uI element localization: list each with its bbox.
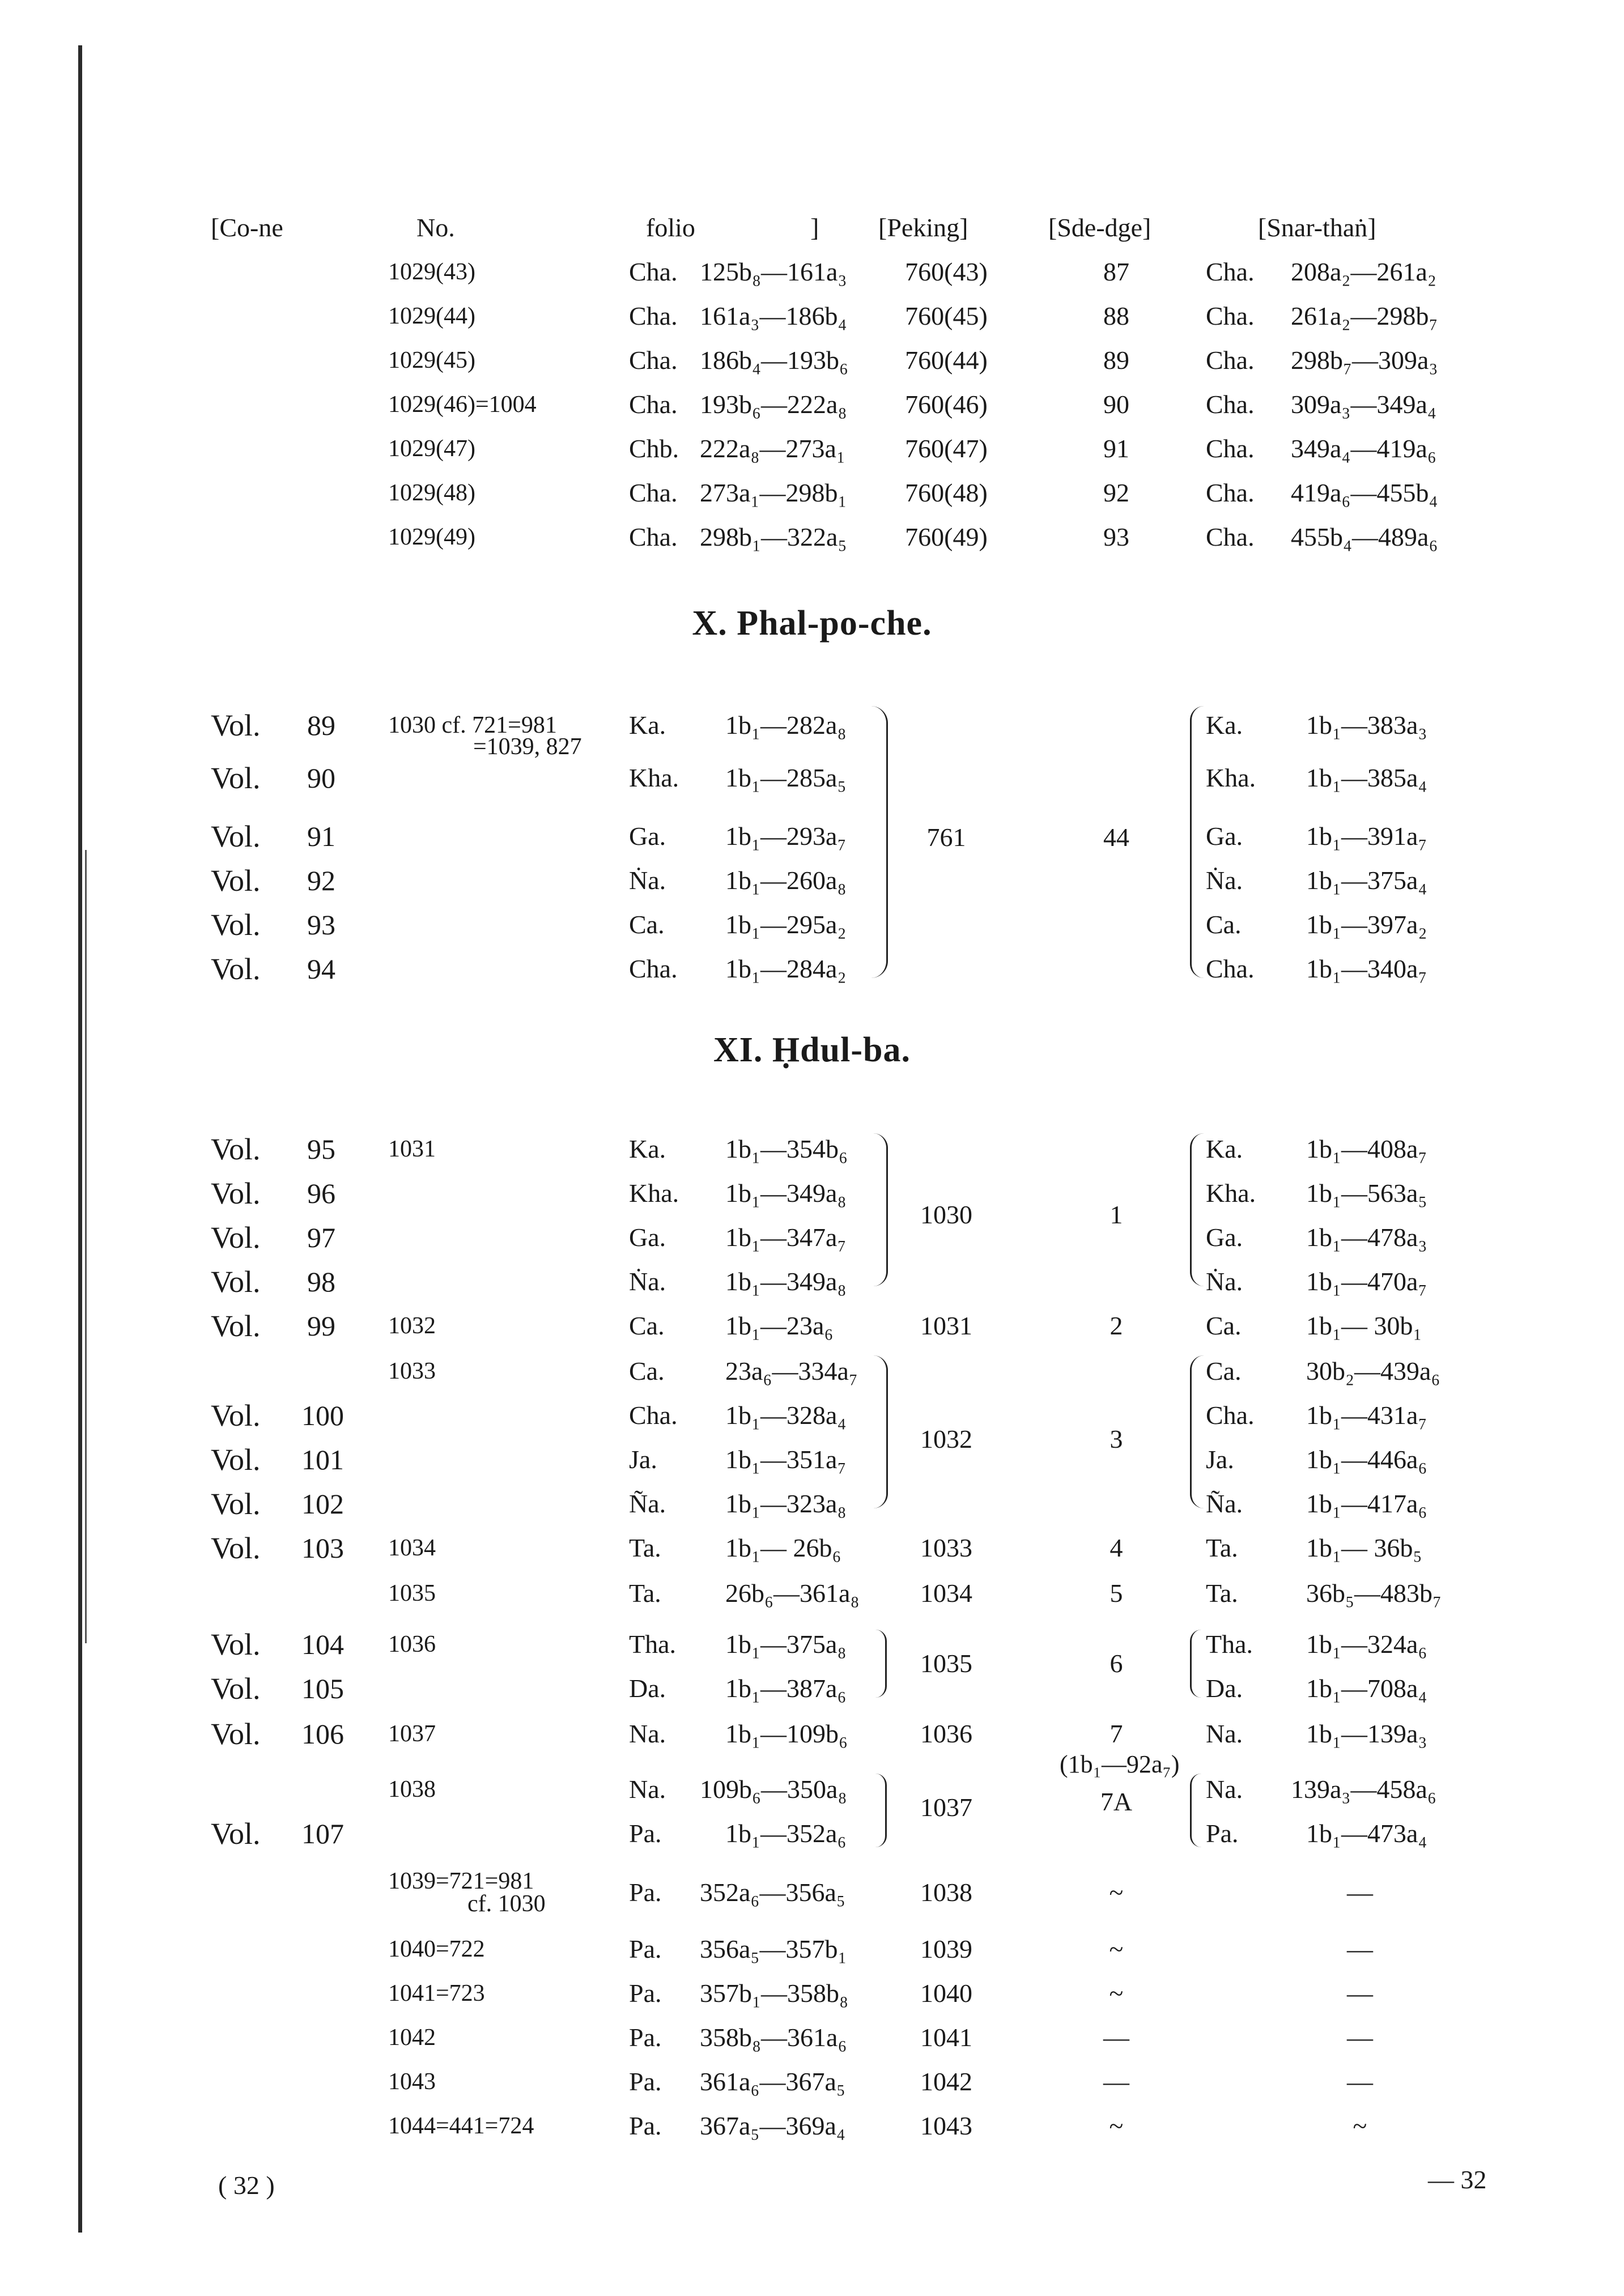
folio-range: 1b₁—349a₈ (725, 1179, 847, 1207)
snar-volume: Ña. (1206, 1489, 1243, 1518)
folio-range: 1b₁—260a₈ (725, 866, 847, 895)
table-row (0, 902, 1624, 947)
snar-volume: Ta. (1206, 1533, 1238, 1562)
vol-label: Vol. (211, 1531, 261, 1565)
sdedge-cell: ~ (1109, 1878, 1124, 1907)
vol-label: Vol. (211, 1176, 261, 1210)
vol-number: 97 (307, 1222, 335, 1253)
table-row (0, 2059, 1624, 2104)
sdedge-cell: 87 (1103, 257, 1129, 286)
no-cell: 1041=723 (388, 1980, 485, 2006)
volume-name: Cha. (629, 954, 678, 983)
no-cell: 1029(47) (388, 436, 475, 462)
volume-name: Pa. (629, 1934, 662, 1963)
snar-range: 309a₃—349a₄ (1291, 390, 1436, 419)
snar-range: 208a₂—261a₂ (1291, 257, 1436, 286)
no-cell: 1039=721=981 (388, 1868, 534, 1894)
snar-range: 1b₁—324a₆ (1306, 1630, 1427, 1659)
snar-volume: Na. (1206, 1775, 1243, 1804)
header-no: No. (416, 213, 455, 242)
snar-range: 1b₁—375a₄ (1306, 866, 1427, 895)
vol-label: Vol. (211, 1717, 261, 1751)
snar-range: 1b₁—563a₅ (1306, 1179, 1427, 1207)
snar-volume: Ja. (1206, 1445, 1234, 1474)
snar-volume: Ca. (1206, 1311, 1242, 1340)
no-cell: 1042 (388, 2025, 436, 2051)
snar-range: 1b₁— 36b₅ (1306, 1533, 1422, 1562)
vol-number: 95 (307, 1133, 335, 1165)
volume-name: Pa. (629, 1878, 662, 1907)
no-cell: 1029(44) (388, 303, 475, 329)
snar-range: 1b₁— 30b₁ (1306, 1311, 1422, 1340)
folio-range: 161a₃—186b₄ (700, 301, 847, 330)
table-row (0, 382, 1624, 427)
table-row (0, 1622, 1624, 1667)
folio-range: 1b₁—375a₈ (725, 1630, 847, 1659)
snar-range: 36b₅—483b₇ (1306, 1579, 1442, 1608)
folio-range: 222a₈—273a₁ (700, 434, 845, 463)
folio-range: 1b₁—352a₆ (725, 1819, 847, 1848)
snar-range: 349a₄—419a₆ (1291, 434, 1436, 463)
volume-name: Cha. (629, 1401, 678, 1430)
snar-range: 1b₁—340a₇ (1306, 954, 1427, 983)
no-cell: 1035 (388, 1580, 436, 1606)
snar-volume: Cha. (1206, 257, 1255, 286)
peking-cell: 760(48) (905, 478, 988, 507)
vol-label: Vol. (211, 864, 261, 898)
snar-range: 298b₇—309a₃ (1291, 346, 1438, 375)
peking-cell: 760(44) (905, 346, 988, 375)
folio-range: 273a₁—298b₁ (700, 478, 847, 507)
peking-cell: 760(49) (905, 522, 988, 551)
peking-cell: 1037 (920, 1793, 972, 1822)
header-sdedge: [Sde-dge] (1048, 213, 1151, 242)
vol-label: Vol. (211, 1487, 261, 1521)
sdedge-cell: 89 (1103, 346, 1129, 375)
sdedge-cell: 1 (1109, 1200, 1123, 1229)
vol-number: 101 (301, 1444, 344, 1476)
snar-range: 1b₁—446a₆ (1306, 1445, 1427, 1474)
snar-range: 419a₆—455b₄ (1291, 478, 1438, 507)
header-folio: folio (646, 213, 695, 242)
snar-range: 1b₁—408a₇ (1306, 1134, 1427, 1163)
snar-volume: Ṅa. (1206, 866, 1243, 895)
snar-range: 30b₂—439a₆ (1306, 1357, 1440, 1385)
section-heading-phal-po-che: X. Phal-po-che. (692, 604, 932, 643)
table-row (0, 1666, 1624, 1711)
sdedge-cell: ~ (1109, 1934, 1124, 1963)
sdedge-cell: 92 (1103, 478, 1129, 507)
snar-volume: Cha. (1206, 346, 1255, 375)
no-cell: 1029(43) (388, 259, 475, 285)
folio-range: 1b₁—351a₇ (725, 1445, 847, 1474)
folio-range: 1b₁— 26b₆ (725, 1533, 841, 1562)
folio-range: 1b₁—347a₇ (725, 1223, 847, 1252)
vol-number: 107 (301, 1818, 344, 1849)
volume-name: Cha. (629, 346, 678, 375)
sdedge-cell: 88 (1103, 301, 1129, 330)
table-row (0, 1927, 1624, 1972)
vol-number: 104 (301, 1629, 344, 1660)
no-cell: 1044=441=724 (388, 2113, 534, 2139)
vol-number: 103 (301, 1532, 344, 1564)
no-cell: 1032 (388, 1313, 436, 1339)
snar-cell: — (1347, 2067, 1373, 2096)
folio-range: 361a₆—367a₅ (700, 2067, 845, 2096)
volume-name: Na. (629, 1775, 666, 1804)
table-row (0, 294, 1624, 339)
snar-volume: Cha. (1206, 954, 1255, 983)
folio-range: 23a₆—334a₇ (725, 1357, 858, 1385)
sdedge-cell: 7 (1109, 1719, 1123, 1748)
sdedge-cell: 7A (1100, 1787, 1133, 1816)
vol-number: 91 (307, 820, 335, 852)
table-row (0, 1215, 1624, 1260)
peking-cell: 1034 (920, 1579, 972, 1608)
folio-range: 358b₈—361a₆ (700, 2023, 847, 2052)
header-snarthan: [Snar-thaṅ] (1258, 213, 1376, 242)
snar-cell: — (1347, 1934, 1373, 1963)
snar-volume: Ṅa. (1206, 1267, 1243, 1296)
volume-name: Kha. (629, 1179, 679, 1207)
volume-name: Da. (629, 1674, 666, 1703)
vol-label: Vol. (211, 1132, 261, 1166)
vol-label: Vol. (211, 761, 261, 795)
table-row (0, 858, 1624, 903)
folio-range: 1b₁—293a₇ (725, 822, 847, 851)
peking-cell: 1035 (920, 1649, 972, 1678)
folio-range: 109b₆—350a₈ (700, 1775, 847, 1804)
folio-range: 1b₁—354b₆ (725, 1134, 848, 1163)
no-cell: 1037 (388, 1721, 436, 1747)
table-row (0, 2103, 1624, 2149)
table-row (0, 755, 1624, 801)
no-cell-continued: cf. 1030 (467, 1891, 546, 1917)
volume-name: Pa. (629, 1979, 662, 2008)
folio-range: 1b₁—328a₄ (725, 1401, 847, 1430)
volume-name: Ka. (629, 711, 666, 739)
volume-name: Pa. (629, 1819, 662, 1848)
table-row (0, 814, 1624, 859)
vol-label: Vol. (211, 1398, 261, 1432)
volume-name: Cha. (629, 478, 678, 507)
no-cell: 1040=722 (388, 1936, 485, 1962)
table-row (0, 1870, 1624, 1915)
folio-range: 26b₆—361a₈ (725, 1579, 860, 1608)
volume-name: Ta. (629, 1533, 661, 1562)
snar-range: 1b₁—417a₆ (1306, 1489, 1427, 1518)
peking-cell: 1040 (920, 1979, 972, 2008)
peking-cell: 1042 (920, 2067, 972, 2096)
folio-range: 1b₁—323a₈ (725, 1489, 847, 1518)
vol-label: Vol. (211, 819, 261, 853)
vol-number: 102 (301, 1488, 344, 1520)
snar-volume: Ca. (1206, 910, 1242, 939)
volume-name: Chb. (629, 434, 679, 463)
peking-cell: 1033 (920, 1533, 972, 1562)
volume-name: Cha. (629, 522, 678, 551)
vol-number: 96 (307, 1177, 335, 1209)
volume-name: Ka. (629, 1134, 666, 1163)
volume-name: Cha. (629, 301, 678, 330)
no-cell: 1036 (388, 1631, 436, 1657)
no-cell: 1033 (388, 1358, 436, 1384)
folio-range: 1b₁—109b₆ (725, 1719, 848, 1748)
page-number-right: — 32 (1428, 2165, 1487, 2194)
vol-label: Vol. (211, 952, 261, 986)
peking-cell: 760(43) (905, 257, 988, 286)
snar-range: 261a₂—298b₇ (1291, 301, 1438, 330)
table-row (0, 1437, 1624, 1482)
peking-cell: 1036 (920, 1719, 972, 1748)
folio-range: 125b₈—161a₃ (700, 257, 847, 286)
sdedge-cell: 2 (1109, 1311, 1123, 1340)
sdedge-cell: 90 (1103, 390, 1129, 419)
vol-number: 105 (301, 1673, 344, 1704)
volume-name: Ca. (629, 1357, 665, 1385)
no-cell: 1029(46)=1004 (388, 392, 537, 418)
volume-name: Ga. (629, 1223, 666, 1252)
vol-label: Vol. (211, 1221, 261, 1255)
vol-number: 106 (301, 1718, 344, 1750)
snar-range: 1b₁—708a₄ (1306, 1674, 1427, 1703)
table-row (0, 946, 1624, 992)
sdedge-cell: ~ (1109, 2111, 1124, 2140)
peking-cell: 1038 (920, 1878, 972, 1907)
vol-number: 90 (307, 762, 335, 794)
table-row (0, 703, 1624, 748)
table-row (0, 1171, 1624, 1216)
volume-name: Ta. (629, 1579, 661, 1608)
volume-name: Cha. (629, 257, 678, 286)
snar-range: 1b₁—383a₃ (1306, 711, 1427, 739)
volume-name: Pa. (629, 2067, 662, 2096)
snar-range: 1b₁—431a₇ (1306, 1401, 1427, 1430)
sdedge-cell: 93 (1103, 522, 1129, 551)
vol-label: Vol. (211, 1265, 261, 1299)
snar-volume: Da. (1206, 1674, 1243, 1703)
snar-volume: Ka. (1206, 711, 1243, 739)
peking-cell: 1032 (920, 1425, 972, 1453)
table-row (0, 249, 1624, 295)
folio-range: 1b₁—295a₂ (725, 910, 847, 939)
snar-volume: Na. (1206, 1719, 1243, 1748)
folio-range: 193b₆—222a₈ (700, 390, 847, 419)
volume-name: Na. (629, 1719, 666, 1748)
table-row (0, 1393, 1624, 1438)
vol-number: 99 (307, 1310, 335, 1342)
snar-volume: Ga. (1206, 822, 1243, 851)
no-cell: 1030 cf. 721=981 (388, 712, 557, 738)
sdedge-cell: — (1103, 2023, 1129, 2052)
sdedge-cell: 5 (1109, 1579, 1123, 1608)
volume-name: Cha. (629, 390, 678, 419)
snar-volume: Cha. (1206, 301, 1255, 330)
snar-volume: Pa. (1206, 1819, 1239, 1848)
vol-label: Vol. (211, 708, 261, 742)
folio-range: 1b₁—285a₅ (725, 763, 847, 792)
table-row (0, 2015, 1624, 2060)
volume-name: Kha. (629, 763, 679, 792)
no-cell: 1031 (388, 1136, 436, 1162)
header-cone: [Co-ne (211, 213, 283, 242)
peking-cell: 760(46) (905, 390, 988, 419)
peking-cell: 1031 (920, 1311, 972, 1340)
snar-cell: ~ (1353, 2111, 1367, 2140)
no-cell: 1029(48) (388, 480, 475, 506)
sdedge-cell: 91 (1103, 434, 1129, 463)
snar-range: 1b₁—391a₇ (1306, 822, 1427, 851)
volume-name: Pa. (629, 2111, 662, 2140)
vol-label: Vol. (211, 1627, 261, 1661)
snar-cell: — (1347, 1878, 1373, 1907)
table-row (0, 1711, 1624, 1757)
snar-range: 1b₁—385a₄ (1306, 763, 1427, 792)
folio-range: 352a₆—356a₅ (700, 1878, 845, 1907)
vol-label: Vol. (211, 908, 261, 942)
table-row (0, 470, 1624, 516)
volume-name: Ña. (629, 1489, 666, 1518)
vol-number: 92 (307, 865, 335, 896)
sdedge-note: (1b₁—92a₇) (1060, 1750, 1180, 1778)
peking-cell: 1043 (920, 2111, 972, 2140)
table-row (0, 1571, 1624, 1616)
peking-cell: 1030 (920, 1200, 972, 1229)
column-header-row (0, 205, 1624, 250)
snar-range: 1b₁—397a₂ (1306, 910, 1427, 939)
vol-number: 89 (307, 709, 335, 741)
no-cell: 1029(45) (388, 347, 475, 373)
snar-range: 1b₁—478a₃ (1306, 1223, 1427, 1252)
folio-range: 1b₁—282a₈ (725, 711, 847, 739)
snar-volume: Ga. (1206, 1223, 1243, 1252)
table-row (0, 1525, 1624, 1571)
volume-name: Ja. (629, 1445, 657, 1474)
volume-name: Ga. (629, 822, 666, 851)
snar-range: 1b₁—470a₇ (1306, 1267, 1427, 1296)
folio-range: 1b₁—387a₆ (725, 1674, 847, 1703)
snar-range: 1b₁—139a₃ (1306, 1719, 1427, 1748)
peking-cell: 1039 (920, 1934, 972, 1963)
header-peking: [Peking] (878, 213, 968, 242)
vol-label: Vol. (211, 1309, 261, 1343)
peking-cell: 1041 (920, 2023, 972, 2052)
table-row (0, 1126, 1624, 1172)
snar-range: 455b₄—489a₆ (1291, 522, 1438, 551)
folio-range: 186b₄—193b₆ (700, 346, 849, 375)
volume-name: Ca. (629, 910, 665, 939)
snar-volume: Kha. (1206, 1179, 1256, 1207)
folio-range: 298b₁—322a₅ (700, 522, 847, 551)
volume-name: Ṅa. (629, 866, 666, 895)
folio-range: 367a₅—369a₄ (700, 2111, 845, 2140)
volume-name: Ca. (629, 1311, 665, 1340)
sdedge-cell: 6 (1109, 1649, 1123, 1678)
table-row (0, 1349, 1624, 1394)
vol-number: 100 (301, 1400, 344, 1431)
table-row (0, 515, 1624, 560)
snar-volume: Ka. (1206, 1134, 1243, 1163)
vol-number: 93 (307, 909, 335, 941)
no-cell: 1043 (388, 2069, 436, 2095)
snar-volume: Tha. (1206, 1630, 1253, 1659)
peking-cell: 760(45) (905, 301, 988, 330)
snar-volume: Cha. (1206, 1401, 1255, 1430)
no-cell: 1029(49) (388, 524, 475, 550)
no-cell: 1034 (388, 1535, 436, 1561)
folio-range: 1b₁—23a₆ (725, 1311, 834, 1340)
snar-volume: Cha. (1206, 478, 1255, 507)
table-row (0, 1971, 1624, 2016)
snar-volume: Cha. (1206, 522, 1255, 551)
volume-name: Tha. (629, 1630, 677, 1659)
no-cell: 1038 (388, 1776, 436, 1802)
volume-name: Ṅa. (629, 1267, 666, 1296)
sdedge-cell: 44 (1103, 823, 1129, 852)
folio-range: 1b₁—349a₈ (725, 1267, 847, 1296)
volume-name: Pa. (629, 2023, 662, 2052)
snar-volume: Ta. (1206, 1579, 1238, 1608)
no-cell-continued: =1039, 827 (473, 734, 582, 760)
sdedge-cell: 3 (1109, 1425, 1123, 1453)
section-heading-hdul-ba: XI. Ḥdul-ba. (713, 1031, 911, 1069)
snar-volume: Cha. (1206, 390, 1255, 419)
table-row (0, 1811, 1624, 1856)
table-row (0, 1481, 1624, 1527)
table-row (0, 1767, 1624, 1812)
table-row (0, 1259, 1624, 1304)
vol-label: Vol. (211, 1817, 261, 1851)
peking-cell: 760(47) (905, 434, 988, 463)
folio-range: 1b₁—284a₂ (725, 954, 847, 983)
snar-range: 139a₃—458a₆ (1291, 1775, 1436, 1804)
peking-cell: 761 (926, 823, 966, 852)
snar-volume: Cha. (1206, 434, 1255, 463)
sdedge-cell: — (1103, 2067, 1129, 2096)
table-row (0, 1303, 1624, 1349)
header-bracket: ] (810, 213, 819, 242)
sdedge-cell: ~ (1109, 1979, 1124, 2008)
vol-label: Vol. (211, 1672, 261, 1706)
snar-volume: Kha. (1206, 763, 1256, 792)
snar-volume: Ca. (1206, 1357, 1242, 1385)
table-row (0, 338, 1624, 383)
snar-range: 1b₁—473a₄ (1306, 1819, 1427, 1848)
page-number-left: ( 32 ) (218, 2171, 275, 2200)
folio-range: 356a₅—357b₁ (700, 1934, 847, 1963)
snar-cell: — (1347, 1979, 1373, 2008)
folio-range: 357b₁—358b₈ (700, 1979, 849, 2008)
vol-number: 98 (307, 1266, 335, 1298)
vol-label: Vol. (211, 1443, 261, 1477)
sdedge-cell: 4 (1109, 1533, 1123, 1562)
vol-number: 94 (307, 953, 335, 985)
table-row (0, 426, 1624, 471)
snar-cell: — (1347, 2023, 1373, 2052)
